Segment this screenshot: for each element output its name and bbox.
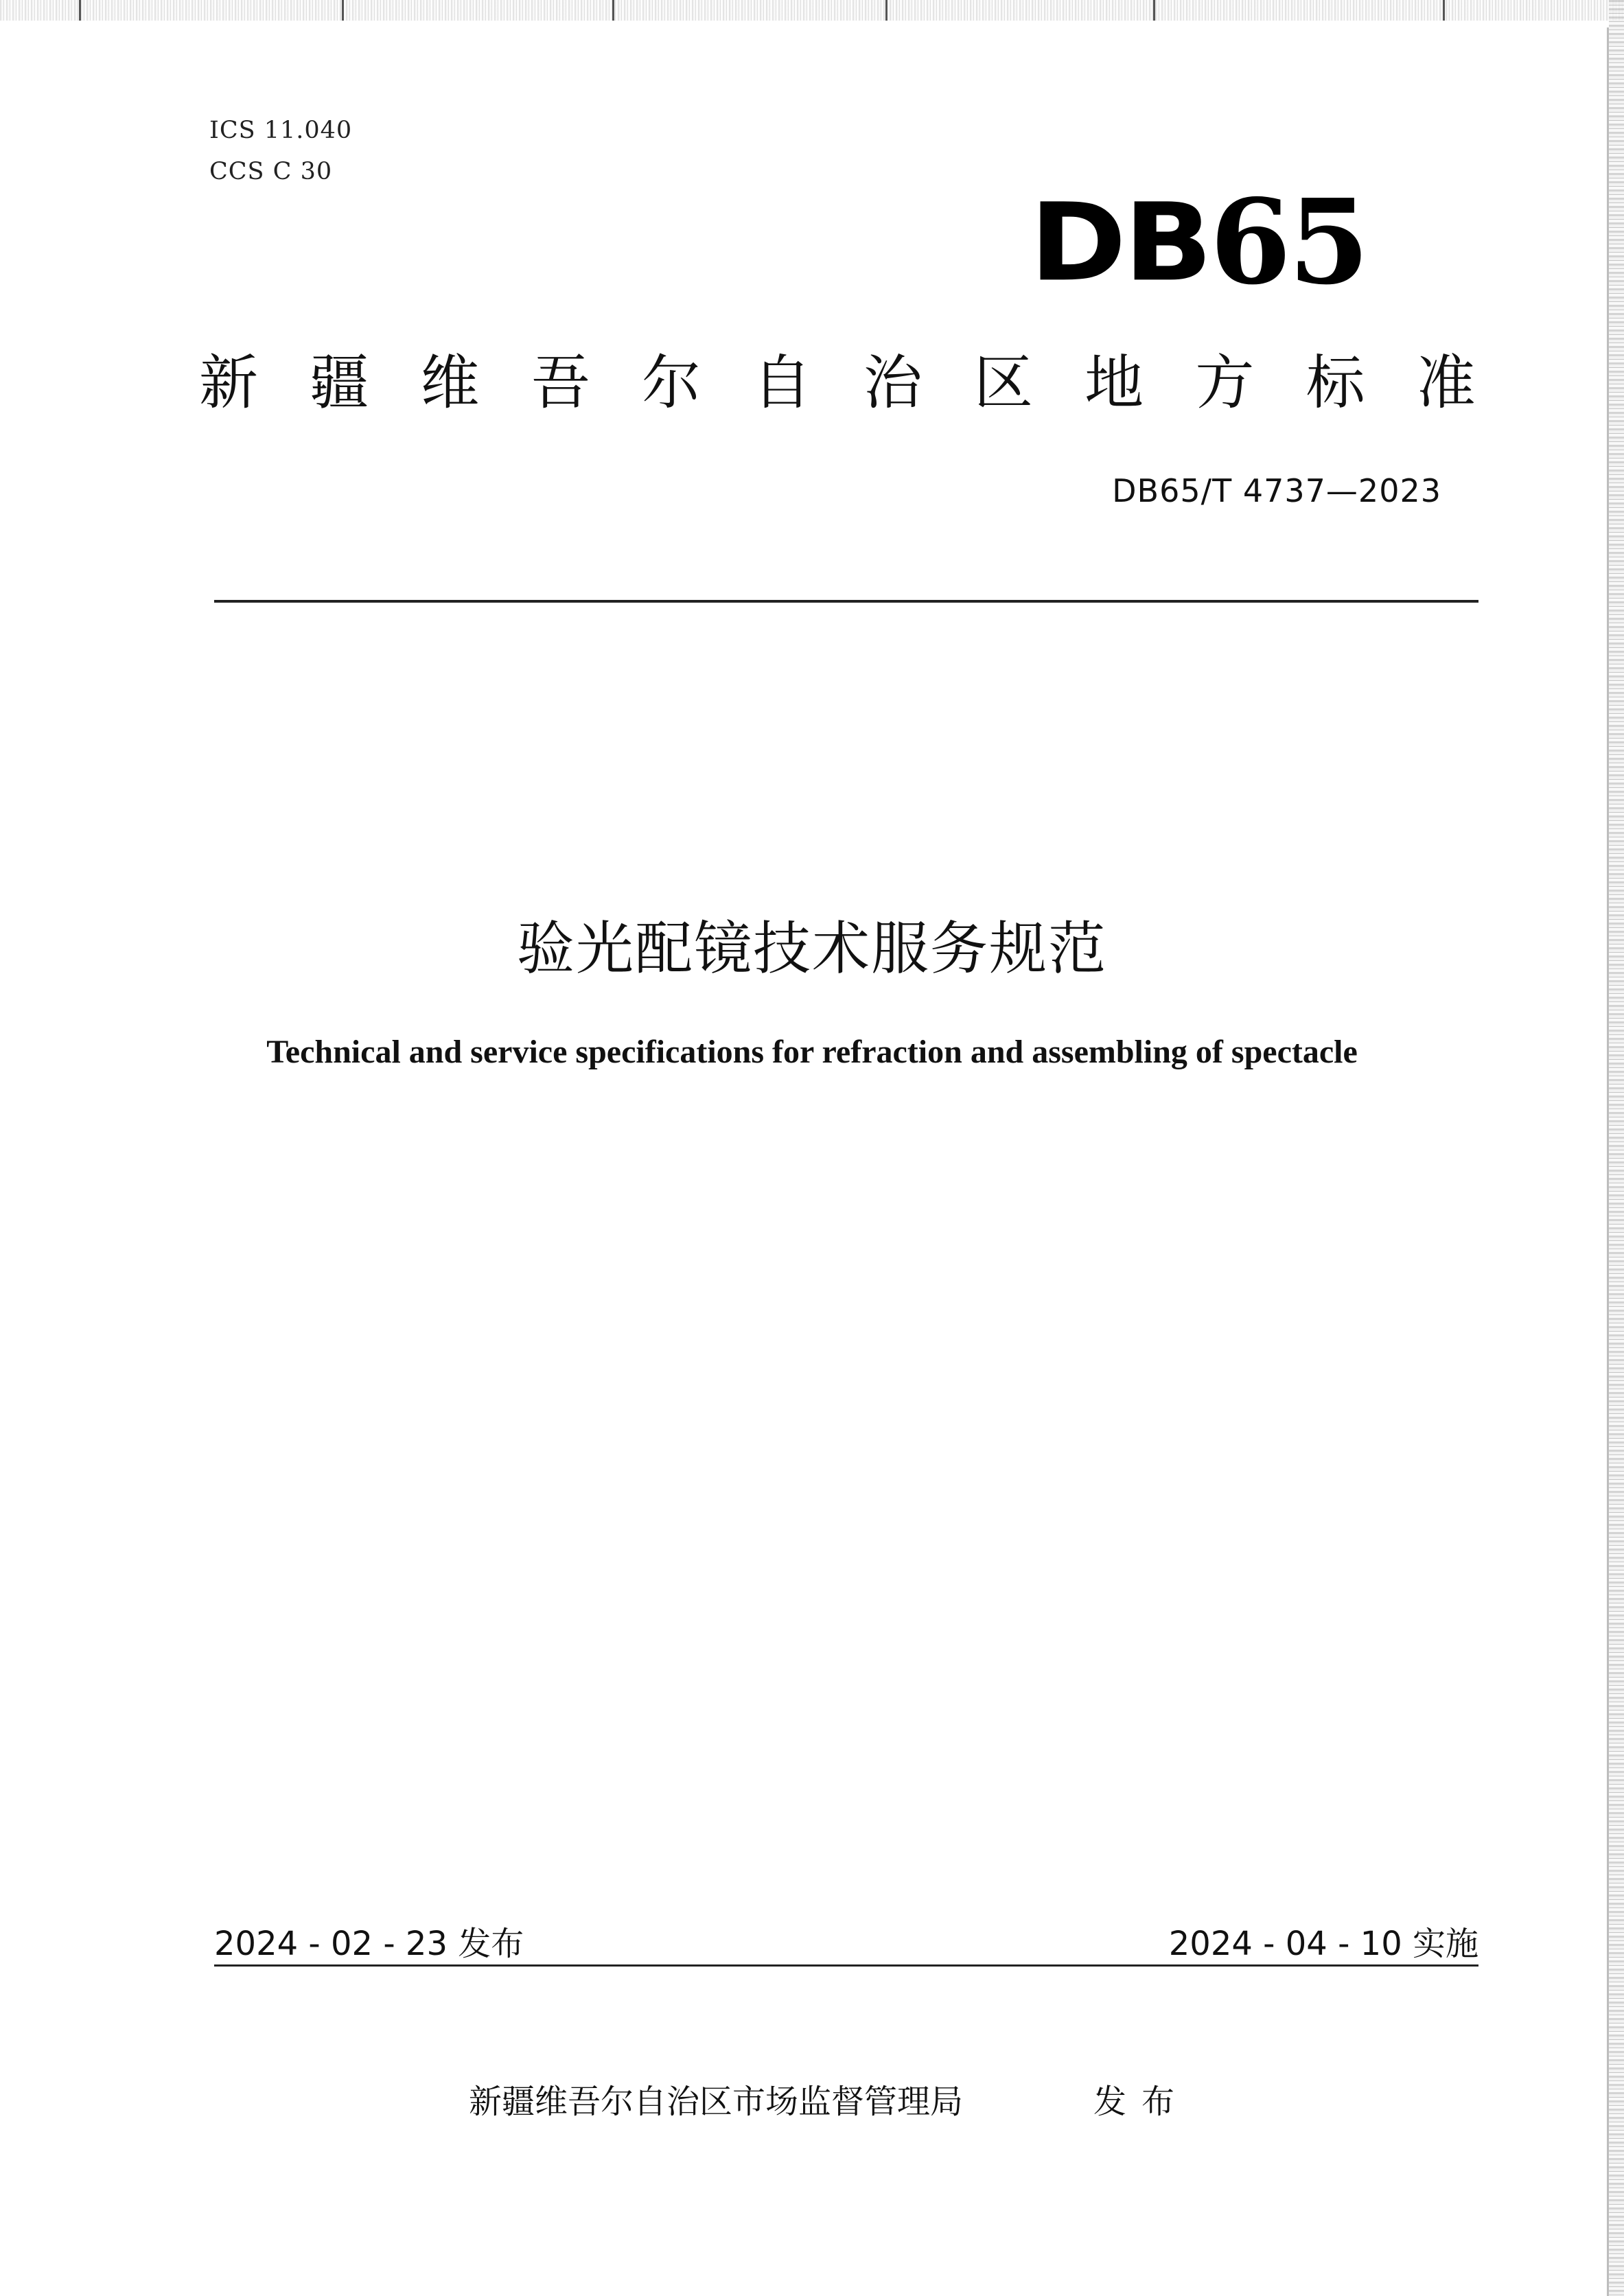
scan-tick <box>1443 0 1445 21</box>
standard-number: DB65/T 4737—2023 <box>1112 472 1441 509</box>
scan-tick <box>342 0 344 21</box>
scan-artifact-right <box>1609 0 1624 2296</box>
scan-tick <box>79 0 81 21</box>
standard-type-heading <box>199 349 1476 417</box>
heading-char: 区 <box>973 349 1033 417</box>
heading-char: 新 <box>199 349 258 417</box>
db65-logo <box>1030 174 1367 311</box>
heading-char: 疆 <box>310 349 369 417</box>
document-title-chinese: 验光配镜技术服务规范 <box>516 915 1107 982</box>
bottom-divider <box>214 1964 1478 1967</box>
issue-action: 发布 <box>1093 2083 1190 2121</box>
scan-tick <box>885 0 888 21</box>
issuing-authority: 新疆维吾尔自治区市场监督管理局 <box>469 2083 964 2121</box>
heading-char: 方 <box>1195 349 1255 417</box>
scan-artifact-top <box>0 0 1624 21</box>
heading-char: 自 <box>752 349 812 417</box>
scan-tick <box>612 0 614 21</box>
ics-code: ICS 11.040 <box>209 117 353 144</box>
heading-char: 标 <box>1306 349 1365 417</box>
logo-db-text: DB <box>1030 180 1210 306</box>
heading-char: 吾 <box>531 349 590 417</box>
heading-char: 地 <box>1084 349 1144 417</box>
implementation-date: 2024 - 04 - 10 实施 <box>1168 1925 1478 1963</box>
document-title-english: Technical and service specifications for refraction and assembling of spectacle <box>266 1034 1358 1070</box>
top-divider <box>214 600 1478 603</box>
heading-char: 治 <box>863 349 923 417</box>
scan-tick <box>1153 0 1155 21</box>
heading-char: 准 <box>1416 349 1476 417</box>
heading-char: 维 <box>420 349 480 417</box>
logo-number-text: 65 <box>1209 174 1367 311</box>
heading-char: 尔 <box>642 349 701 417</box>
issue-date: 2024 - 02 - 23 发布 <box>214 1925 524 1963</box>
ccs-code: CCS C 30 <box>209 158 333 185</box>
